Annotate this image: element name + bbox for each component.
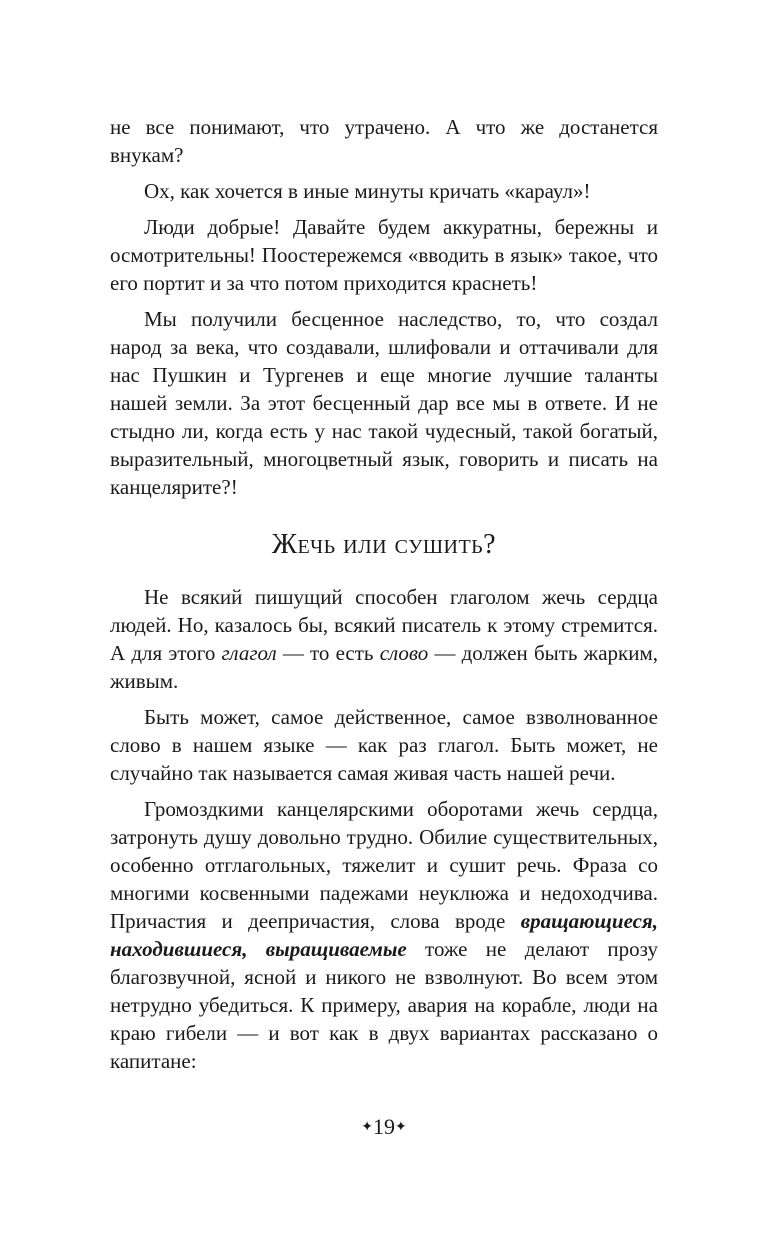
italic-word-slovo: слово <box>379 641 429 665</box>
text-run: — то есть <box>276 641 380 665</box>
paragraph-deystvennoe: Быть может, самое действенное, самое взволнованное слово в нашем языке — как раз глагол. Быть может, не случайно так называется самая живая часть нашей речи. <box>110 705 658 785</box>
example-word-3: выращиваемые <box>265 937 407 961</box>
example-separator: , <box>652 909 658 933</box>
paragraph-glagol <box>110 583 658 695</box>
text-run: Громоздкими канцелярскими оборотами жечь сердца, затронуть душу довольно трудно. Обилие существительных, особенно отглагольных, тяжелит и сушит речь. Фраза со многими косвенными падежами неуклюжа и недоходчива. Причастия и деепричастия, слова вроде <box>110 797 658 933</box>
ornament-left-icon: ✦ <box>361 1120 373 1135</box>
paragraph-gromozdkimi <box>110 795 658 1075</box>
italic-word-glagol: глагол <box>221 641 277 665</box>
paragraph-karaul: Ох, как хочется в иные минуты кричать «караул»! <box>144 179 591 203</box>
section-heading-text: Жечь или сушить? <box>271 529 497 560</box>
example-word-2: находившиеся <box>110 937 243 961</box>
body-text <box>110 113 658 1075</box>
paragraph-continued: не все понимают, что утрачено. А что же достанется внукам? <box>110 115 658 167</box>
text-run: тоже не делают прозу благозвучной, ясной и никого не взволнуют. Во всем этом нетрудно убедиться. К примеру, авария на корабле, люди на краю гибели — и вот как в двух вариантах рассказано о капитане: <box>110 937 658 1073</box>
text-run: Не всякий пишущий способен глаголом жечь сердца людей. Но, казалось бы, всякий писатель к этому стремится. А для этого <box>110 585 658 665</box>
section-heading <box>110 529 658 561</box>
page-number: 19 <box>373 1114 395 1139</box>
paragraph-nasledstvo: Мы получили бесценное наследство, то, что создал народ за века, что создавали, шлифовали и оттачивали для нас Пушкин и Тургенев и еще многие лучшие таланты нашей земли. За этот бесценный дар все мы в ответе. И не стыдно ли, когда есть у нас такой чудесный, такой богатый, выразительный, многоцветный язык, говорить и писать на канцелярите?! <box>110 307 658 499</box>
example-word-1: вращающиеся <box>520 909 653 933</box>
text-run: — должен быть жарким, живым. <box>110 641 658 693</box>
page-number-footer <box>0 1114 768 1140</box>
example-separator: , <box>242 937 266 961</box>
ornament-right-icon: ✦ <box>395 1120 407 1135</box>
paragraph-lyudi-dobrye: Люди добрые! Давайте будем аккуратны, бережны и осмотрительны! Поостережемся «вводить в язык» такое, что его портит и за что потом приходится краснеть! <box>110 215 658 295</box>
